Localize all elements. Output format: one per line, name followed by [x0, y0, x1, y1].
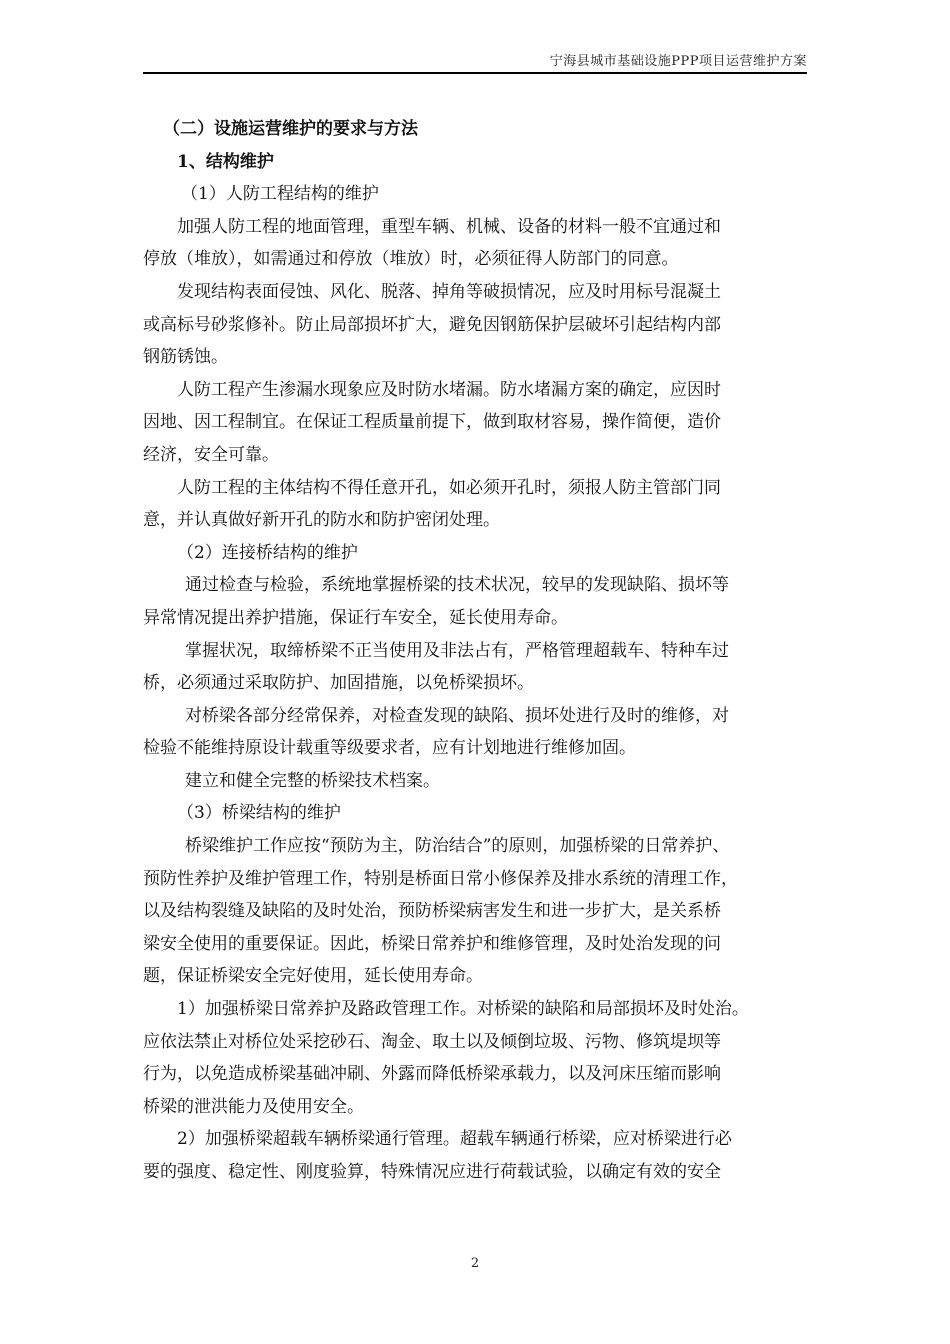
header-divider: [143, 72, 807, 74]
section-heading: （二）设施运营维护的要求与方法: [163, 119, 418, 139]
paragraph-3-line-1: 人防工程产生渗漏水现象应及时防水堵漏。防水堵漏方案的确定，应因时: [177, 379, 721, 400]
paragraph-9-line-2: 预防性养护及维护管理工作，特别是桥面日常小修保养及排水系统的清理工作，: [143, 868, 738, 889]
paragraph-1-line-2: 停放（堆放），如需通过和停放（堆放）时，必须征得人防部门的同意。: [143, 249, 679, 270]
paragraph-4-line-2: 意，并认真做好新开孔的防水和防护密闭处理。: [143, 510, 500, 531]
paragraph-10-line-2: 应依法禁止对桥位处采挖砂石、淘金、取土以及倾倒垃圾、污物、修筑堤坝等: [143, 1031, 721, 1052]
sub-heading-3: （3）桥梁结构的维护: [177, 803, 341, 824]
paragraph-5-line-1: 通过检查与检验，系统地掌握桥梁的技术状况，较早的发现缺陷、损坏等: [185, 575, 729, 596]
paragraph-4-line-1: 人防工程的主体结构不得任意开孔，如必须开孔时，须报人防主管部门同: [177, 477, 721, 498]
sub-heading-2: （2）连接桥结构的维护: [177, 542, 358, 563]
paragraph-11-line-1: 2）加强桥梁超载车辆桥梁通行管理。超载车辆通行桥梁，应对桥梁进行必: [177, 1129, 732, 1150]
paragraph-2-line-1: 发现结构表面侵蚀、风化、脱落、掉角等破损情况，应及时用标号混凝土: [177, 281, 721, 302]
paragraph-8-line-1: 建立和健全完整的桥梁技术档案。: [185, 770, 440, 791]
paragraph-10-line-4: 桥梁的泄洪能力及使用安全。: [143, 1096, 364, 1117]
paragraph-7-line-1: 对桥梁各部分经常保养，对检查发现的缺陷、损坏处进行及时的维修，对: [185, 705, 729, 726]
paragraph-6-line-1: 掌握状况，取缔桥梁不正当使用及非法占有，严格管理超载车、特种车过: [185, 640, 729, 661]
sub-heading-1: （1）人防工程结构的维护: [181, 184, 379, 205]
document-body: [143, 113, 807, 1189]
paragraph-9-line-1: 桥梁维护工作应按“预防为主，防治结合”的原则，加强桥梁的日常养护、: [185, 836, 730, 857]
paragraph-9-line-3: 以及结构裂缝及缺陷的及时处治，预防桥梁病害发生和进一步扩大，是关系桥: [143, 901, 721, 922]
paragraph-6-line-2: 桥，必须通过采取防护、加固措施，以免桥梁损坏。: [143, 673, 534, 694]
paragraph-9-line-4: 梁安全使用的重要保证。因此，桥梁日常养护和维修管理，及时处治发现的问: [143, 933, 721, 954]
paragraph-11-line-2: 要的强度、稳定性、刚度验算，特殊情况应进行荷载试验，以确定有效的安全: [143, 1162, 721, 1182]
subsection-heading: 1、结构维护: [177, 151, 274, 172]
paragraph-3-line-2: 因地、因工程制宜。在保证工程质量前提下，做到取材容易，操作简便，造价: [143, 412, 721, 433]
paragraph-10-line-1: 1）加强桥梁日常养护及路政管理工作。对桥梁的缺陷和局部损坏及时处治。: [177, 999, 749, 1020]
page-header-title: 宁海县城市基础设施PPP项目运营维护方案: [549, 54, 807, 69]
page-number: 2: [470, 1256, 480, 1271]
paragraph-5-line-2: 异常情况提出养护措施，保证行车安全，延长使用寿命。: [143, 607, 568, 628]
paragraph-1-line-1: 加强人防工程的地面管理，重型车辆、机械、设备的材料一般不宜通过和: [177, 216, 721, 237]
paragraph-7-line-2: 检验不能维持原设计载重等级要求者，应有计划地进行维修加固。: [143, 738, 636, 759]
paragraph-3-line-3: 经济，安全可靠。: [143, 444, 279, 465]
paragraph-10-line-3: 行为，以免造成桥梁基础冲刷、外露而降低桥梁承载力，以及河床压缩而影响: [143, 1064, 721, 1085]
paragraph-9-line-5: 题，保证桥梁安全完好使用，延长使用寿命。: [143, 966, 483, 987]
paragraph-2-line-3: 钢筋锈蚀。: [143, 347, 228, 368]
paragraph-2-line-2: 或高标号砂浆修补。防止局部损坏扩大，避免因钢筋保护层破坏引起结构内部: [143, 314, 721, 335]
